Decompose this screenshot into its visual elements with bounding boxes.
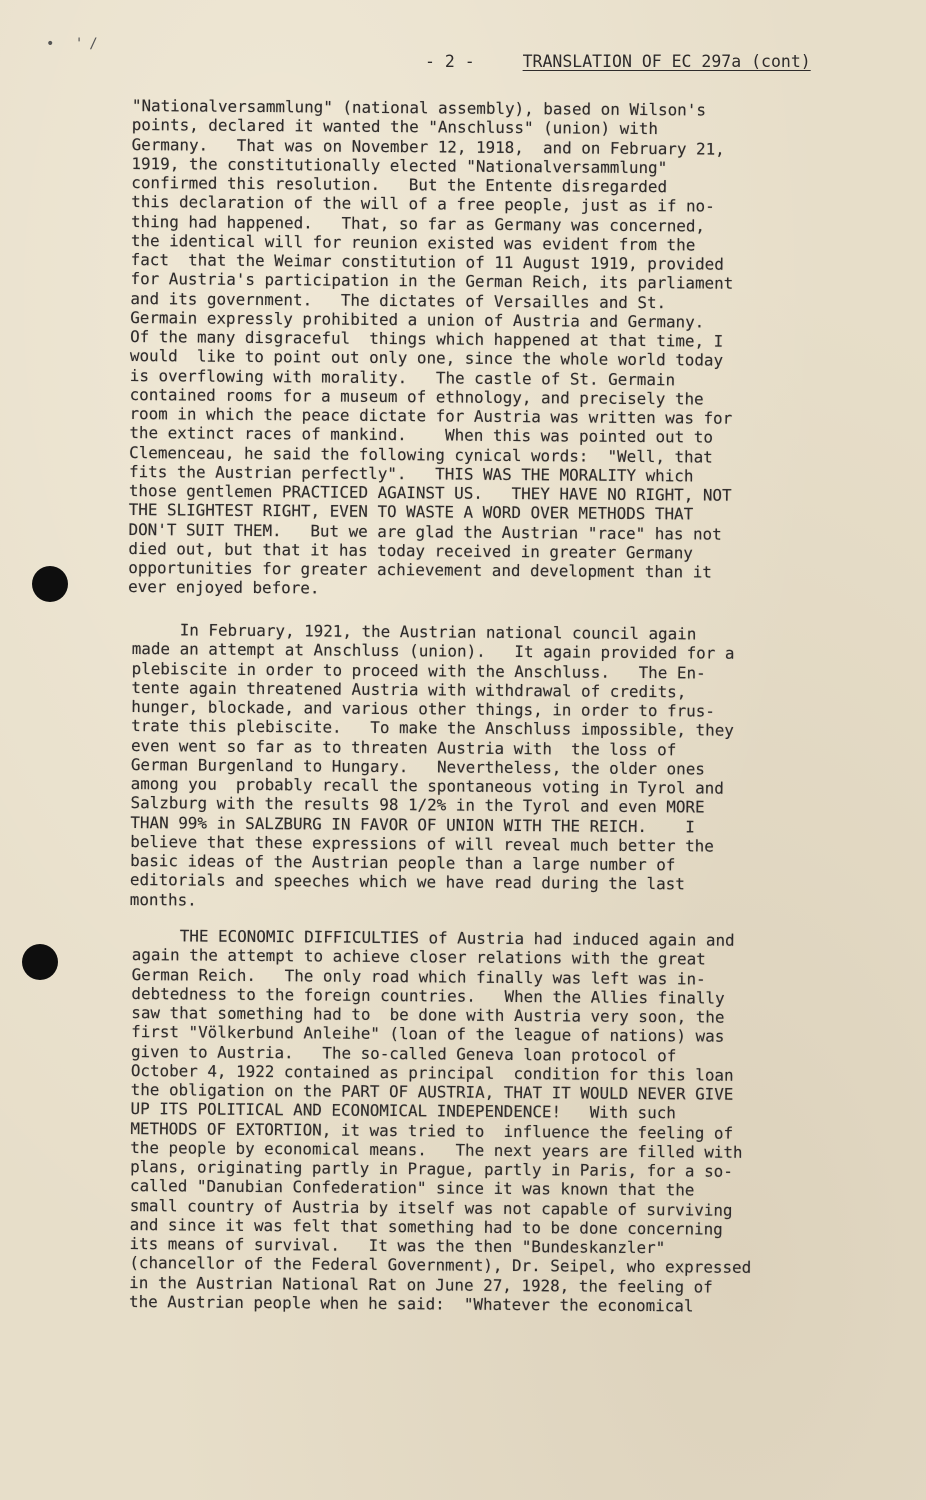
text-line: Clemenceau, he said the following cynical words: "Well, that [129,442,713,467]
page-header [425,52,811,71]
text-line: points, declared it wanted the "Anschluss" (union) with [131,115,659,139]
text-line: German Burgenland to Hungary. Nevertheless, the older ones [130,754,705,779]
text-line: debtedness to the foreign countries. When the Allies finally [131,983,725,1008]
text-line: (chancellor of the Federal Government), Dr. Seipel, who expressed [129,1253,752,1278]
text-line: the obligation on the PART OF AUSTRIA, THAT IT WOULD NEVER GIVE [130,1079,734,1104]
text-line: and its government. The dictates of Versailles and St. [130,288,667,312]
text-line: those gentlemen PRACTICED AGAINST US. THEY HAVE NO RIGHT, NOT [128,480,732,505]
text-line: contained rooms for a museum of ethnology, and precisely the [129,384,704,409]
text-line: Germain expressly prohibited a union of Austria and Germany. [130,307,705,332]
margin-mark: • '/ [46,36,104,52]
text-line: basic ideas of the Austrian people than a large number of [130,850,676,875]
text-line: the Austrian people when he said: "Whatever the economical [128,1291,694,1316]
text-line: its means of survival. It was the then "Bundeskanzler" [129,1233,666,1258]
text-line: first "Völkerbund Anleihe" (loan of the league of nations) was [131,1022,725,1046]
text-line: 1919, the constitutionally elected "Nationalversammlung" [131,153,668,177]
text-line: months. [129,889,197,910]
text-line: "Nationalversammlung" (national assembly), based on Wilson's [131,96,707,120]
text-line: THE ECONOMIC DIFFICULTIES of Austria had induced again and [131,926,735,950]
text-line: fits the Austrian perfectly". THIS WAS THE MORALITY which [128,461,694,486]
text-line: died out, but that it has today received in greater Germany [128,538,693,563]
paragraph-2 [130,620,872,915]
text-line: small country of Austria by itself was not capable of surviving [129,1195,733,1220]
text-line: made an attempt at Anschluss (union). It again provided for a [131,639,735,663]
text-line: DON'T SUIT THEM. But we are glad the Austrian "race" has not [128,519,722,544]
paragraph-3 [129,926,872,1317]
text-line: room in which the peace dictate for Austria was written was for [129,403,733,428]
text-line: German Reich. The only road which finally was left was in- [131,964,706,989]
punch-hole-upper [32,566,68,602]
text-line: believe that these expressions of will reveal much better the [130,831,714,856]
text-line: UP ITS POLITICAL AND ECONOMICAL INDEPENDENCE! With such [130,1099,676,1123]
text-line: given to Austria. The so-called Geneva loan protocol of [130,1041,677,1065]
text-line: called "Danubian Confederation" since it was known that the [129,1176,695,1200]
text-line: in the Austrian National Rat on June 27, 1928, the feeling of [129,1272,713,1297]
text-line: saw that something had to be done with Austria very soon, the [131,1002,725,1027]
text-line: plans, originating partly in Prague, partly in Paris, for a so- [130,1156,733,1181]
text-line: opportunities for greater achievement and development than it [128,557,712,582]
punch-hole-lower [22,944,58,980]
text-line: Salzburg with the results 98 1/2% in the Tyrol and even MORE [130,793,705,817]
text-line: Of the many disgraceful things which happened at that time, I [130,326,724,351]
text-line: this declaration of the will of a free people, just as if no- [131,192,715,216]
paragraph-1 [128,96,872,602]
text-line: fact that the Weimar constitution of 11 August 1919, provided [130,249,724,274]
text-line: trate this plebiscite. To make the Anschluss impossible, they [131,716,734,740]
text-line: confirmed this resolution. But the Entente disregarded [131,172,668,197]
text-line: METHODS OF EXTORTION, it was tried to influence the feeling of [130,1118,734,1143]
document-title: TRANSLATION OF EC 297a (cont) [522,52,811,71]
text-line: again the attempt to achieve closer relations with the great [131,945,706,969]
text-line: THAN 99% in SALZBURG IN FAVOR OF UNION WITH THE REICH. I [130,812,695,836]
text-line: among you probably recall the spontaneous voting in Tyrol and [130,773,724,798]
text-line: and since it was felt that something had to be done concerning [129,1214,723,1239]
text-line: editorials and speeches which we have read during the last [129,870,685,894]
text-line: THE SLIGHTEST RIGHT, EVEN TO WASTE A WORD OVER METHODS THAT [128,500,694,524]
text-line: the extinct races of mankind. When this was pointed out to [129,423,714,447]
text-line: hunger, blockade, and various other things, in order to frus- [131,696,715,721]
text-line: plebiscite in order to proceed with the Anschluss. The En- [131,658,706,683]
text-line: Germany. That was on November 12, 1918, and on February 21, [131,134,725,159]
text-line: would like to point out only one, since the whole world today [129,346,724,370]
text-line: ever enjoyed before. [128,577,320,598]
text-line: tente again threatened Austria with withdrawal of credits, [131,677,687,702]
text-line: the people by economical means. The next years are filled with [130,1137,743,1162]
text-line: even went so far as to threaten Austria with the loss of [130,735,677,759]
text-line: In February, 1921, the Austrian national council again [131,620,697,644]
text-line: thing had happened. That, so far as Germany was concerned, [130,211,706,236]
text-line: the identical will for reunion existed was evident from the [130,230,696,255]
text-line: for Austria's participation in the German Reich, its parliament [130,269,734,293]
text-line: is overflowing with morality. The castle of St. Germain [129,365,676,389]
page-number: - 2 - [425,52,475,71]
text-line: October 4, 1922 contained as principal condition for this loan [130,1060,734,1085]
